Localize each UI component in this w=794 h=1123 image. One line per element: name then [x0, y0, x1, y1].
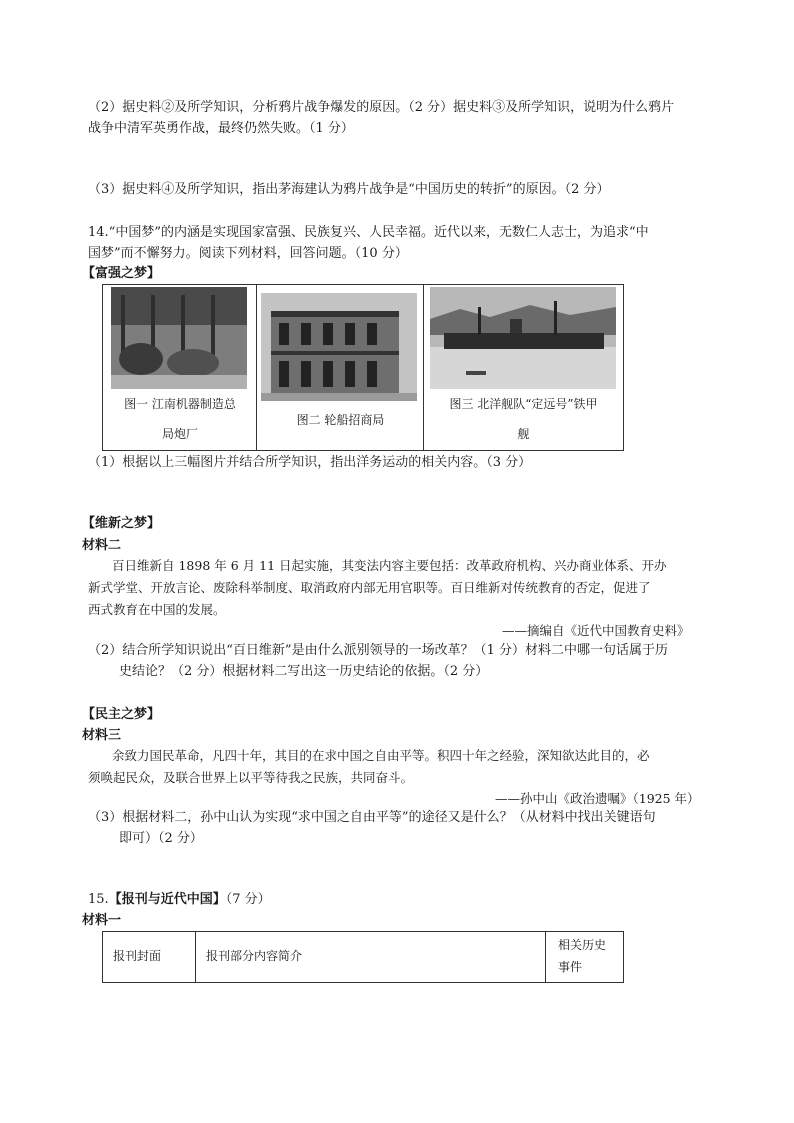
- q15-title: [88, 891, 271, 909]
- figure-cell-1: [103, 285, 257, 450]
- header-cover-text: 报刊封面: [113, 949, 162, 963]
- q15-table: [102, 931, 624, 983]
- material-3-line1: 余致力国民革命，凡四十年，其目的在求中国之自由平等。积四十年之经验，深知欲达此目的，必: [112, 748, 650, 763]
- material-2-line2: 新式学堂、开放言论、废除科举制度、取消政府内部无用官职等。百日维新对传统教育的否定，促进了: [88, 580, 651, 595]
- q14-intro-line1: 14.“中国梦”的内涵是实现国家富强、民族复兴、人民幸福。近代以来，无数仁人志士，为追求“中: [88, 225, 649, 240]
- material-3-source: ——孙中山《政治遗嘱》（1925 年）: [495, 791, 700, 806]
- figure-2-caption: 图二 轮船招商局: [296, 413, 385, 427]
- q15-table-header-event: [546, 932, 623, 982]
- q14-sub2-line2: 史结论？（2 分）根据材料二写出这一历史结论的依据。（2 分）: [119, 664, 489, 679]
- q15-table-header-content: [196, 932, 546, 982]
- q13-part2-line2: 战争中清军英勇作战，最终仍然失败。（1 分）: [88, 121, 354, 136]
- material-2-label: 材料二: [82, 538, 122, 553]
- figure-1-caption-line2: 局炮厂: [161, 427, 198, 441]
- figure-cell-3: [424, 285, 623, 450]
- section-title-reform: 【维新之梦】: [82, 516, 161, 531]
- figure-3-caption-line2: 舰: [517, 427, 530, 441]
- q15-table-header-cover: [103, 932, 196, 982]
- header-content-text: 报刊部分内容简介: [206, 949, 303, 963]
- q15-material-1-label: 材料一: [82, 913, 122, 928]
- q14-sub3-line1: （3）根据材料二，孙中山认为实现“求中国之自由平等”的途径又是什么？（从材料中找出关键语句: [88, 810, 656, 825]
- header-event-line1: 相关历史: [558, 938, 607, 952]
- figure-3-photo: [430, 287, 616, 389]
- q13-part2-line1: （2）据史料②及所学知识，分析鸦片战争爆发的原因。（2 分）据史料③及所学知识，说明为什么鸦片: [88, 100, 675, 115]
- q13-part3: （3）据史料④及所学知识，指出茅海建认为鸦片战争是“中国历史的转折”的原因。（2 分）: [88, 182, 610, 197]
- q14-intro-line2: 国梦”而不懈努力。阅读下列材料，回答问题。（10 分）: [88, 246, 408, 261]
- material-3-line2: 须唤起民众，及联合世界上以平等待我之民族，共同奋斗。: [88, 770, 414, 785]
- q14-sub2-line1: （2）结合所学知识说出“百日维新”是由什么派别领导的一场改革？（1 分）材料二中哪一句话属于历: [88, 643, 668, 658]
- q15-number: 15.: [88, 892, 109, 907]
- material-2-line1: 百日维新自 1898 年 6 月 11 日起实施，其变法内容主要包括：改革政府机构、兴办商业体系、开办: [112, 558, 667, 573]
- material-2-source: ——摘编自《近代中国教育史料》: [502, 623, 690, 638]
- q15-topic: 【报刊与近代中国】: [108, 892, 226, 907]
- q14-sub3-line2: 即可）（2 分）: [119, 831, 203, 846]
- figure-cell-2: [257, 285, 424, 450]
- figure-1-photo: [111, 287, 247, 389]
- section-title-prosperity: 【富强之梦】: [82, 266, 161, 281]
- section-title-democracy: 【民主之梦】: [82, 707, 161, 722]
- figure-3-caption-line1: 图三 北洋舰队“定远号”铁甲: [449, 397, 598, 411]
- material-3-label: 材料三: [82, 728, 122, 743]
- figure-1-caption-line1: 图一 江南机器制造总: [124, 397, 236, 411]
- figure-2-photo: [261, 293, 417, 401]
- header-event-line2: 事件: [558, 960, 583, 974]
- q14-sub1: （1）根据以上三幅图片并结合所学知识，指出洋务运动的相关内容。（3 分）: [88, 455, 532, 470]
- q15-score: （7 分）: [225, 892, 271, 907]
- material-2-line3: 西式教育在中国的发展。: [88, 602, 226, 617]
- figure-table: [102, 284, 624, 451]
